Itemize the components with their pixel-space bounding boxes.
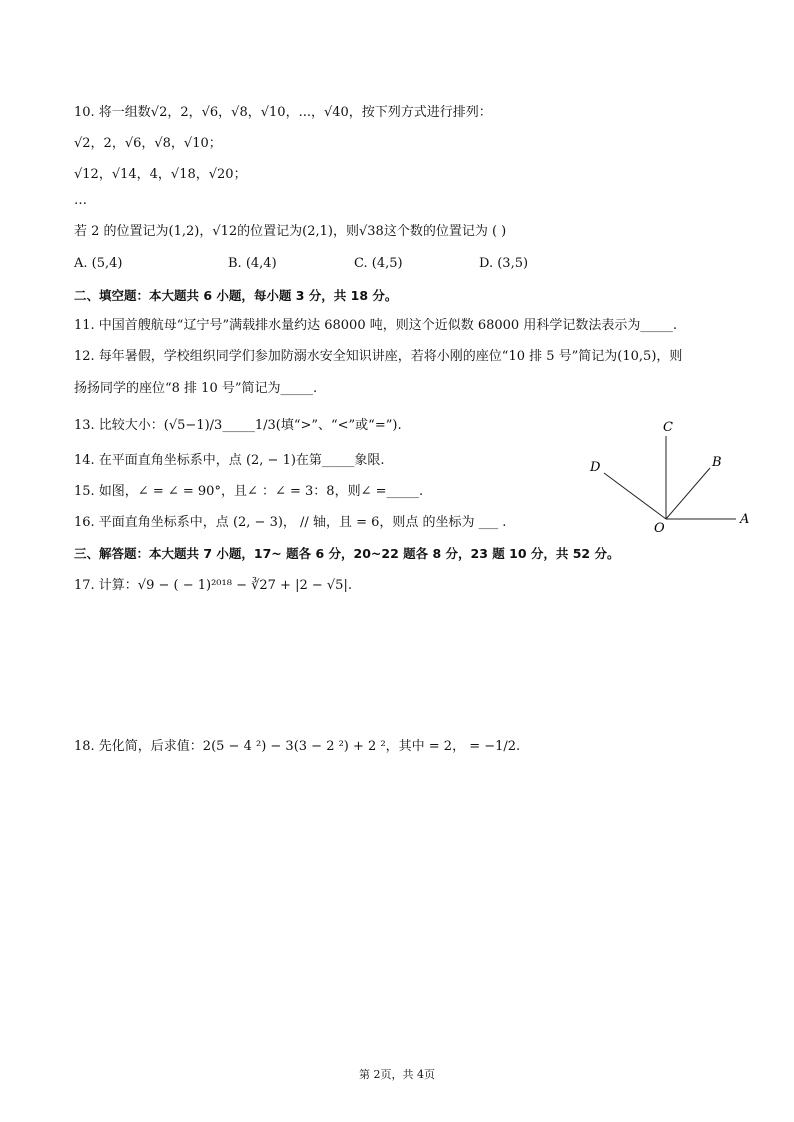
label-d: D [590,460,601,475]
q12-line2: 扬扬同学的座位“8 排 10 号”简记为_____. [74,381,318,396]
option-d: D. (3,5) [479,256,529,271]
q18: 18. 先化简，后求值：2(5 − 4 ²) − 3(3 − 2 ²) + 2 ²，其中 = 2， = −1/2. [74,739,521,754]
q10-row1: √2，2，√6，√8，√10； [74,136,222,151]
q10-ask: 若 2 的位置记为(1,2)，√12的位置记为(2,1)，则√38这个数的位置记为 ( ) [74,224,507,239]
q10-row2: √12，√14，4，√18，√20； [74,167,247,182]
label-a: A [740,512,750,527]
q13: 13. 比较大小：(√5−1)/3_____1/3(填“>”、“<”或“=”). [74,418,402,433]
section2-title: 二、填空题：本大题共 6 小题，每小题 3 分，共 18 分。 [74,288,398,303]
q10-row3: … [74,193,87,208]
q14: 14. 在平面直角坐标系中，点 (2, − 1)在第_____象限. [74,453,385,468]
q10-stem: 10. 将一组数√2，2，√6，√8，√10，...，√40，按下列方式进行排列： [74,105,492,120]
q17: 17. 计算：√9 − ( − 1)²⁰¹⁸ − ∛27 + |2 − √5|. [74,578,352,593]
option-c: C. (4,5) [354,256,403,271]
q15: 15. 如图，∠ = ∠ = 90°，且∠ ：∠ = 3：8，则∠ =_____. [74,484,424,499]
q11: 11. 中国首艘航母“辽宁号”满载排水量约达 68000 吨，则这个近似数 68000 用科学记数法表示为_____. [74,318,677,333]
ray-ob [666,468,710,519]
option-b: B. (4,4) [228,256,277,271]
q10-options [74,256,544,274]
option-a: A. (5,4) [74,256,123,271]
angle-figure [580,410,770,540]
label-b: B [712,455,722,470]
label-c: C [663,420,673,435]
label-o: O [654,521,665,536]
q16: 16. 平面直角坐标系中，点 (2, − 3)， // 轴，且 = 6，则点 的坐标为 ___ . [74,515,507,530]
ray-od [604,473,666,519]
section3-title: 三、解答题：本大题共 7 小题，17~ 题各 6 分，20~22 题各 8 分，23 题 10 分，共 52 分。 [74,546,620,561]
page-footer: 第 2页，共 4页 [359,1068,435,1081]
q12-line1: 12. 每年暑假，学校组织同学们参加防溺水安全知识讲座，若将小刚的座位“10 排 5 号”简记为(10,5)，则 [74,349,683,364]
